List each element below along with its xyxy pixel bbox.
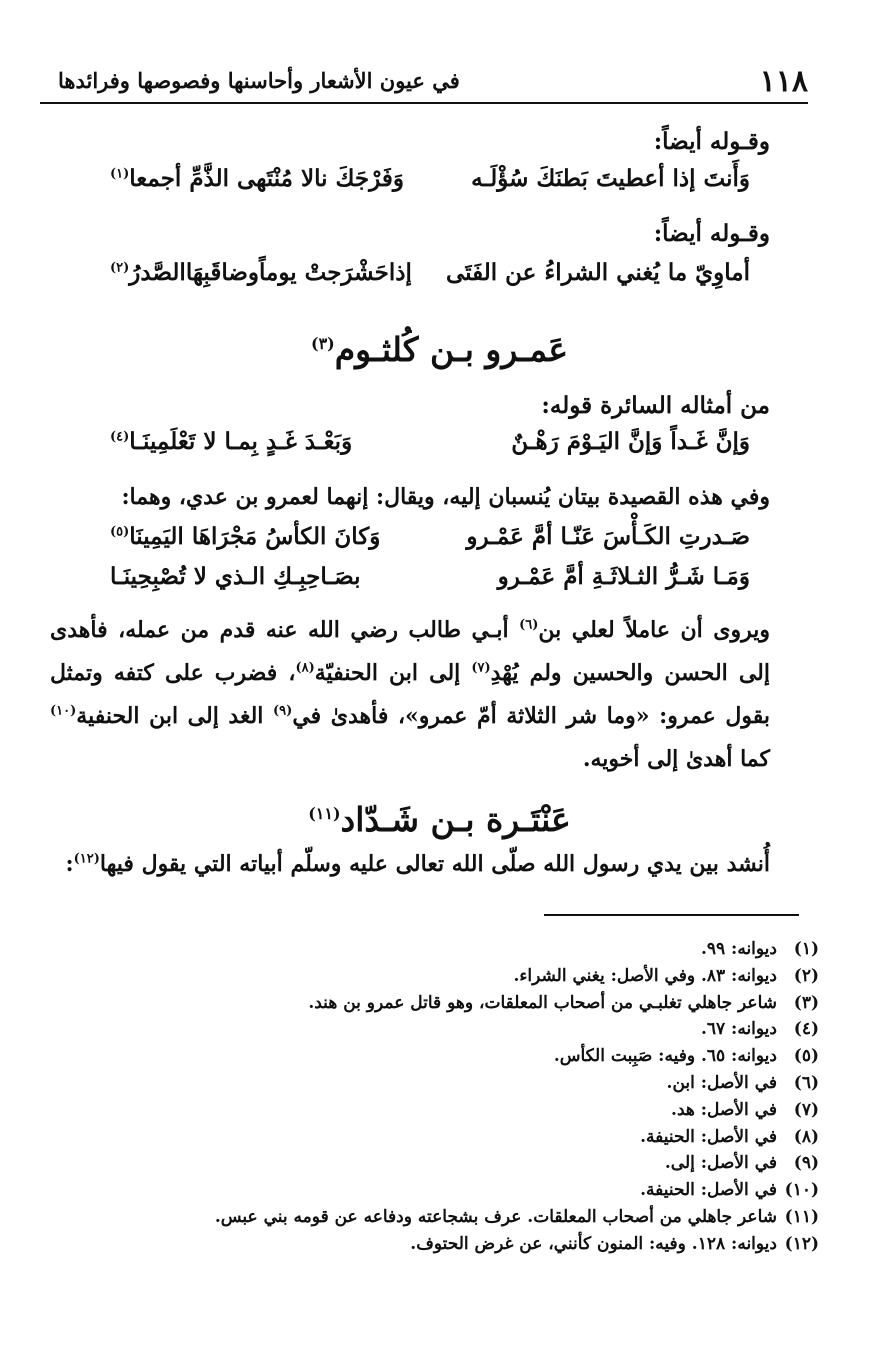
footnote-item [59, 1204, 819, 1231]
intro-line [50, 843, 770, 886]
footnote-text: في الأصل: الحنيفة. [640, 1126, 777, 1147]
footnote-number: (١١) [784, 1206, 819, 1227]
intro-line: من أمثاله السائرة قوله: [541, 392, 770, 419]
footnote-item [59, 1124, 819, 1151]
footnote-number: (١٠) [784, 1180, 819, 1201]
poet-heading [0, 800, 879, 839]
footnote-text: في الأصل: هد. [671, 1099, 777, 1120]
footnote-ref: (٣) [310, 334, 335, 353]
footnotes-list [59, 936, 819, 1258]
footnote-number: (١) [793, 939, 819, 959]
footnote-number: (٢) [793, 965, 819, 986]
footnote-item [59, 1016, 819, 1043]
footnote-item [59, 963, 819, 990]
footnote-ref: (٧) [471, 660, 491, 676]
footnote-number: (٨) [793, 1126, 819, 1147]
footnote-separator [544, 914, 799, 916]
text-run: إلى ابن الحنفيّة [314, 660, 472, 686]
footnote-ref: (٦) [519, 617, 539, 633]
text-run: ، فضرب على كتفه وتمثل بقول عمرو: «وما شر الثلاثة أمّ عمرو»، فأهدىٰ في [50, 660, 771, 729]
footnote-item [59, 990, 819, 1017]
verse-hemistich-first: وَمَـا شَـرُّ الثـلاثَـةِ أمَّ عَمْـرو [497, 563, 750, 590]
verse-hemistich-second [110, 523, 380, 550]
footnote-item [59, 936, 819, 963]
intro-line: وقـوله أيضاً: [653, 128, 770, 155]
poet-name: عَنْتَـرة بـن شَـدّاد [340, 800, 571, 839]
text-run: الغد إلى ابن الحنفية [76, 703, 274, 729]
footnote-ref: (١٢) [73, 851, 100, 867]
footnote-text: في الأصل: الحنيفة. [640, 1180, 777, 1201]
footnote-number: (٩) [793, 1153, 819, 1174]
anecdote-paragraph [50, 609, 770, 781]
poet-heading [0, 330, 879, 369]
prose-line: وفي هذه القصيدة بيتان يُنسبان إليه، ويقال: إنهما لعمرو بن عدي، وهما: [121, 484, 770, 510]
text-run: كما أهدىٰ إلى أخويه. [582, 746, 770, 772]
verse-hemistich-second [110, 259, 412, 286]
footnote-number: (٤) [793, 1019, 819, 1040]
footnote-item [59, 1043, 819, 1070]
footnote-item [59, 1177, 819, 1204]
verse-hemistich-second [110, 428, 352, 455]
running-title: في عيون الأشعار وأحاسنها وفصوصها وفرائدها [58, 68, 460, 93]
footnote-item [59, 1150, 819, 1177]
verse-text: وَكانَ الكأسُ مَجْرَاهَا اليَمِينَا [129, 523, 381, 550]
verse-line [110, 259, 750, 299]
footnote-ref: (١) [110, 166, 130, 182]
verse-line [110, 165, 750, 205]
poet-name: عَمـرو بـن كُلثـوم [334, 330, 569, 369]
verse-line [110, 523, 750, 563]
footnote-item [59, 1070, 819, 1097]
text-run: أُنشد بين يدي رسول الله صلّى الله تعالى عليه وسلّم أبياته التي يقول فيها [99, 851, 770, 877]
footnote-ref: (٢) [110, 260, 130, 276]
footnote-ref: (٩) [273, 703, 293, 719]
footnote-number: (٦) [793, 1072, 819, 1093]
verse-hemistich-second [110, 165, 404, 192]
footnote-text: شاعر جاهلي تغلبـي من أصحاب المعلقات، وهو قاتل عمرو بن هند. [308, 992, 777, 1013]
text-run: أبـي طالب رضي الله عنه قدم من عمله، فأهدى إلى الحسن والحسين ولم يُهْدِ [50, 617, 770, 686]
verse-hemistich-first: أماوِيّ ما يُغني الشراءُ عن الفَتَى [446, 259, 750, 286]
footnote-item [59, 1231, 819, 1258]
footnote-ref: (١١) [308, 804, 341, 823]
footnote-ref: (٤) [110, 429, 130, 445]
intro-line: وقـوله أيضاً: [653, 220, 770, 247]
verse-hemistich-first: وَإنَّ غَـداً وَإنَّ اليَـوْمَ رَهْـنٌ [511, 428, 750, 455]
text-run: : [65, 851, 74, 877]
verse-hemistich-first: وَأَنتَ إذا أعطيتَ بَطنَكَ سُؤْلَـه [471, 165, 750, 192]
verse-hemistich-second: بصَـاحِبِـكِ الـذي لا تُصْبِحِينَـا [110, 563, 361, 590]
footnote-number: (٥) [793, 1046, 819, 1067]
page-header [40, 58, 808, 106]
text-run: ويروى أن عاملاً لعلي بن [538, 617, 770, 643]
footnote-text: شاعر جاهلي من أصحاب المعلقات. عرف بشجاعته ودفاعه عن قومه بني عبس. [214, 1206, 777, 1227]
footnote-ref: (٥) [110, 524, 130, 540]
footnote-text: ديوانه: ٩٩. [700, 939, 777, 959]
verse-text: إذاحَشْرَجتْ يوماًوضاقَبِهَاالصَّدرُ [129, 259, 412, 286]
footnote-ref: (٨) [295, 660, 315, 676]
verse-hemistich-first: صَـدرتِ الكَـأْسَ عَنّـا أمَّ عَمْـرو [466, 523, 750, 550]
footnote-text: ديوانه: ٦٧. [700, 1019, 777, 1040]
footnote-text: ديوانه: ٦٥. وفيه: صَبِبت الكأس. [553, 1046, 777, 1067]
verse-line [110, 563, 750, 603]
footnote-number: (١٢) [784, 1233, 819, 1254]
footnote-item [59, 1097, 819, 1124]
footnote-number: (٣) [793, 992, 819, 1013]
verse-text: وَبَعْـدَ غَـدٍ بِمـا لا تَعْلَمِينَـا [129, 428, 353, 455]
verse-line [110, 428, 750, 468]
footnote-number: (٧) [793, 1099, 819, 1120]
footnote-text: ديوانه: ٨٣. وفي الأصل: يغني الشراء. [513, 965, 777, 986]
page-number: ١١٨ [759, 64, 808, 99]
footnote-text: في الأصل: إلى. [664, 1153, 777, 1174]
verse-text: وَفَرْجَكَ نالا مُنْتَهى الذَّمِّ أجمعا [129, 165, 404, 192]
footnote-ref: (١٠) [50, 703, 77, 719]
footnote-text: في الأصل: ابن. [666, 1072, 777, 1093]
header-rule [40, 102, 808, 104]
footnote-text: ديوانه: ١٢٨. وفيه: المنون كأنني، عن غرض الحتوف. [410, 1233, 777, 1254]
